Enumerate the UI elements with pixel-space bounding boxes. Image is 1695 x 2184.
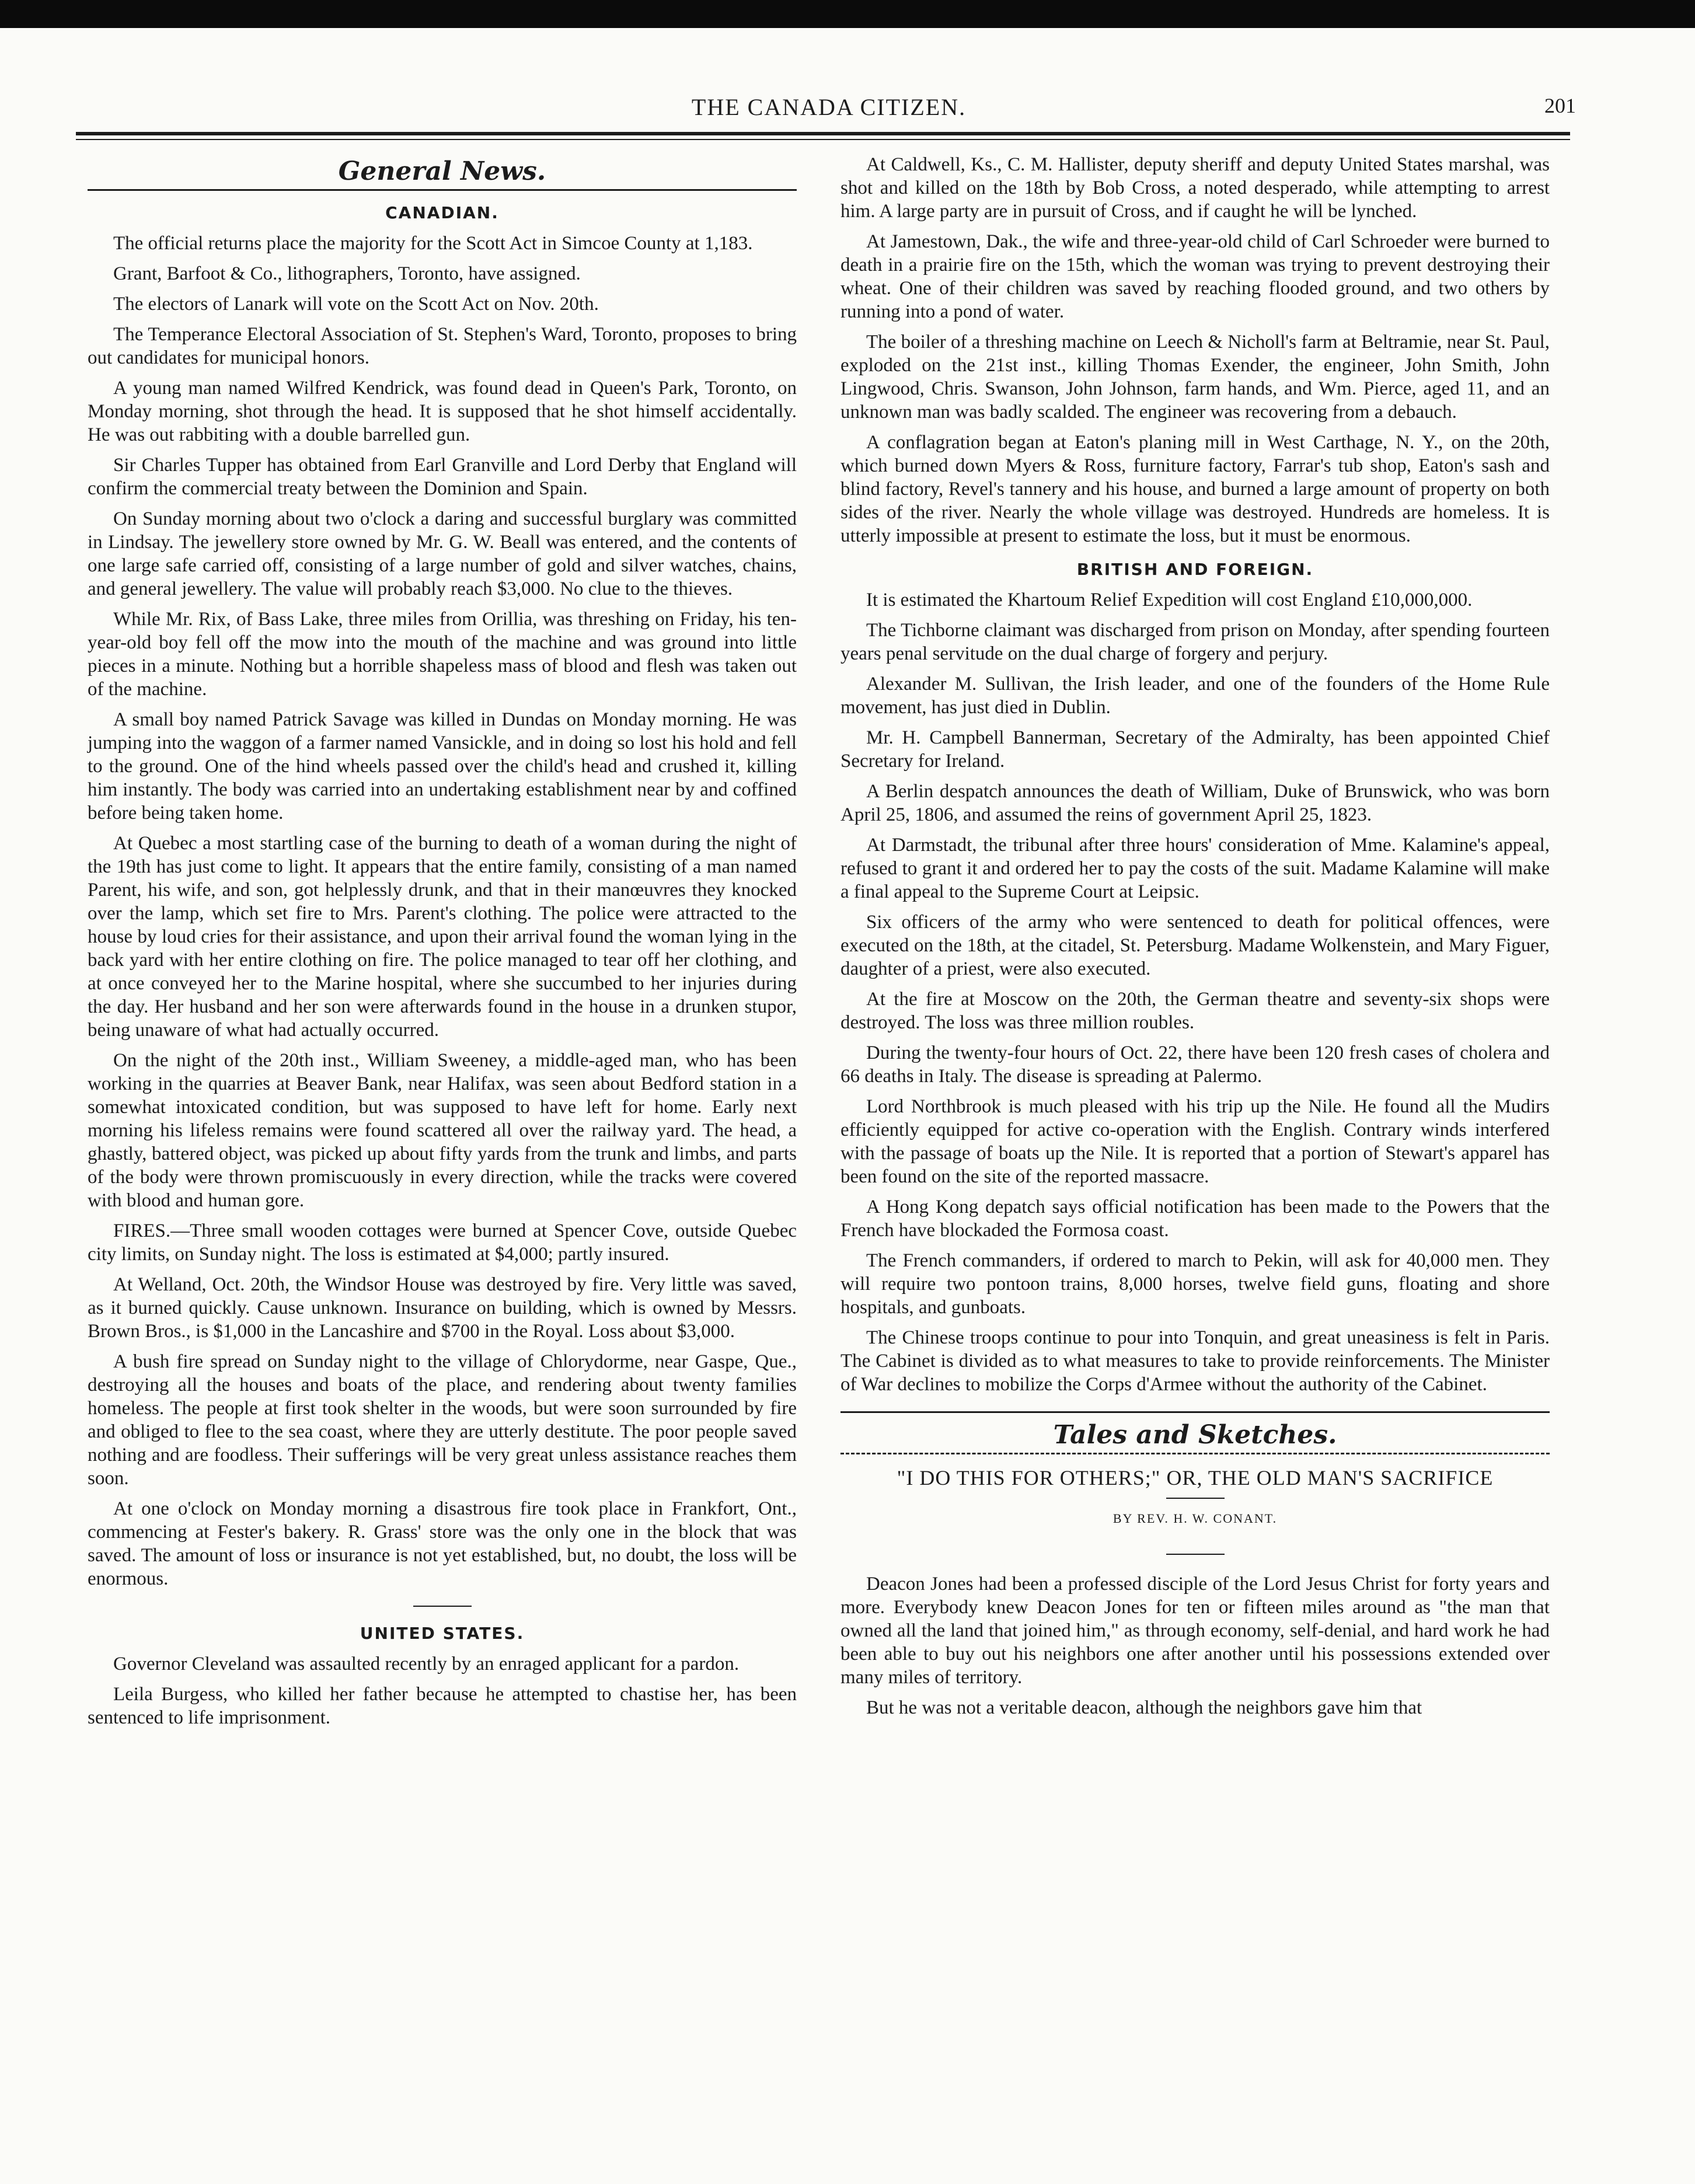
section-divider — [88, 189, 797, 191]
article-paragraph: A small boy named Patrick Savage was killed in Dundas on Monday morning. He was jumping into the waggon of a farmer named Vansickle, and in doing so lost his hold and fell to the ground. One of the hind wheels passed over the child's head and crushed it, killing him instantly. The body was carried into an undertaking establishment near by and coffined before being taken home. — [88, 709, 797, 824]
story-paragraph: Deacon Jones had been a professed disciple of the Lord Jesus Christ for forty years and more. Everybody knew Deacon Jones for ten or fifteen miles around as "the man that owned all the land that joined him," as through economy, self-denial, and hard work he had been able to buy out his neighbors one after another until his possessions extended over many miles of territory. — [840, 1574, 1550, 1688]
article-paragraph: Lord Northbrook is much pleased with his trip up the Nile. He found all the Mudirs efficiently equipped for active co-operation with the English. Contrary winds interfered with the passage of boats up the Nile. It is reported that a portion of Stewart's apparel has been found on the site of the reported massacre. — [840, 1096, 1550, 1187]
article-paragraph: The electors of Lanark will vote on the Scott Act on Nov. 20th. — [113, 294, 599, 315]
article-paragraph: The Chinese troops continue to pour into Tonquin, and great uneasiness is felt in Paris. The Cabinet is divided as to what measures to take to provide reinforcements. The Minister of War declines to mobilize the Corps d'Armee without the authority of the Cabinet. — [840, 1327, 1550, 1395]
article-paragraph: Alexander M. Sullivan, the Irish leader, and one of the founders of the Home Rule movement, has just died in Dublin. — [840, 674, 1550, 718]
header-rule-thick — [76, 132, 1570, 135]
section-divider — [840, 1411, 1550, 1413]
article-paragraph: Six officers of the army who were sentenced to death for political offences, were executed on the 18th, at the citadel, St. Petersburg. Madame Wolkenstein, and Mary Figuer, daughter of a priest, were also executed. — [840, 912, 1550, 979]
article-paragraph: A Berlin despatch announces the death of William, Duke of Brunswick, who was born April 25, 1806, and assumed the reins of government April 25, 1823. — [840, 781, 1550, 825]
short-divider — [1166, 1554, 1225, 1555]
article-paragraph: A Hong Kong depatch says official notification has been made to the Powers that the French have blockaded the Formosa coast. — [840, 1196, 1550, 1241]
top-black-band — [0, 0, 1695, 28]
dashed-divider — [840, 1453, 1550, 1454]
newspaper-title: THE CANADA CITIZEN. — [691, 94, 967, 120]
article-paragraph: At Caldwell, Ks., C. M. Hallister, deputy sheriff and deputy United States marshal, was shot and killed on the 18th by Bob Cross, a noted desperado, while attempting to arrest him. A large party are in pursuit of Cross, and if caught he will be lynched. — [840, 154, 1550, 222]
article-paragraph: Mr. H. Campbell Bannerman, Secretary of the Admiralty, has been appointed Chief Secretary for Ireland. — [840, 727, 1550, 772]
story-paragraph: But he was not a veritable deacon, although the neighbors gave him that — [866, 1697, 1422, 1718]
article-paragraph: FIRES.—Three small wooden cottages were burned at Spencer Cove, outside Quebec city limits, on Sunday night. The loss is estimated at $4,000; partly insured. — [88, 1220, 797, 1265]
united-states-heading: UNITED STATES. — [360, 1624, 525, 1643]
article-paragraph: Leila Burgess, who killed her father because he attempted to chastise her, has been sentenced to life imprisonment. — [88, 1684, 797, 1728]
article-paragraph: The Tichborne claimant was discharged from prison on Monday, after spending fourteen years penal servitude on the dual charge of forgery and perjury. — [840, 620, 1550, 664]
article-paragraph: At one o'clock on Monday morning a disastrous fire took place in Frankfort, Ont., commencing at Fester's bakery. R. Grass' store was the only one in the block that was saved. The amount of loss or insurance is not yet established, but, no doubt, the loss will be enormous. — [88, 1498, 797, 1589]
article-paragraph: Grant, Barfoot & Co., lithographers, Toronto, have assigned. — [113, 263, 581, 284]
article-paragraph: At Welland, Oct. 20th, the Windsor House was destroyed by fire. Very little was saved, as it burned quickly. Cause unknown. Insurance on building, which is owned by Messrs. Brown Bros., is $1,000 in the Lancashire and $700 in the Royal. Loss about $3,000. — [88, 1274, 797, 1342]
short-divider — [1166, 1498, 1225, 1499]
article-paragraph: While Mr. Rix, of Bass Lake, three miles from Orillia, was threshing on Friday, his ten-year-old boy fell off the mow into the mouth of the machine and was ground into little pieces in a minute. Nothing but a horrible shapeless mass of blood and flesh was taken out of the machine. — [88, 609, 797, 700]
article-paragraph: Governor Cleveland was assaulted recently by an enraged applicant for a pardon. — [113, 1653, 740, 1674]
british-foreign-heading: BRITISH AND FOREIGN. — [1076, 560, 1314, 579]
article-paragraph: A young man named Wilfred Kendrick, was found dead in Queen's Park, Toronto, on Monday morning, shot through the head. It is supposed that he shot himself accidentally. He was out rabbiting with a double barrelled gun. — [88, 378, 797, 445]
article-paragraph: The Temperance Electoral Association of St. Stephen's Ward, Toronto, proposes to bring out candidates for municipal honors. — [88, 324, 797, 368]
article-paragraph: At the fire at Moscow on the 20th, the German theatre and seventy-six shops were destroyed. The loss was three million roubles. — [840, 989, 1550, 1033]
article-paragraph: A conflagration began at Eaton's planing mill in West Carthage, N. Y., on the 20th, which burned down Myers & Ross, furniture factory, Farrar's tub shop, Eaton's sash and blind factory, Revel's tannery and his house, and burned a large amount of property on both sides of the river. Nearly the whole village was destroyed. Hundreds are homeless. It is utterly impossible at present to estimate the loss, but it must be enormous. — [840, 432, 1550, 546]
article-paragraph: The official returns place the majority for the Scott Act in Simcoe County at 1,183. — [113, 233, 753, 254]
article-paragraph: Sir Charles Tupper has obtained from Earl Granville and Lord Derby that England will confirm the commercial treaty between the Dominion and Spain. — [88, 455, 797, 499]
article-paragraph: The boiler of a threshing machine on Leech & Nicholl's farm at Beltramie, near St. Paul, exploded on the 21st inst., killing Thomas Exender, the engineer, John Smith, John Lingwood, Chris. Swanson, John Johnson, farm hands, and Wm. Pierce, aged 11, and an unknown man was badly scalded. The engineer was recovering from a debauch. — [840, 332, 1550, 423]
right-column — [840, 153, 1550, 1726]
article-paragraph: During the twenty-four hours of Oct. 22, there have been 120 fresh cases of cholera and 66 deaths in Italy. The disease is spreading at Palermo. — [840, 1042, 1550, 1087]
article-paragraph: The French commanders, if ordered to march to Pekin, will ask for 40,000 men. They will require two pontoon trains, 8,000 horses, twelve field guns, floating and shore hospitals, and gunboats. — [840, 1250, 1550, 1318]
article-paragraph: On the night of the 20th inst., William Sweeney, a middle-aged man, who has been working in the quarries at Beaver Bank, near Halifax, was seen about Bedford station in a somewhat intoxicated condition, but was supposed to have left for home. Early next morning his lifeless remains were found scattered all over the railway yard. The head, a ghastly, battered object, was picked up about fifty yards from the trunk and limbs, and parts of the body were thrown promiscuously in every direction, while the tracks were covered with blood and human gore. — [88, 1050, 797, 1211]
article-paragraph: At Jamestown, Dak., the wife and three-year-old child of Carl Schroeder were burned to death in a prairie fire on the 15th, which the woman was trying to prevent destroying their wheat. One of their children was saved by reaching flooded ground, and two others by running into a pond of water. — [840, 231, 1550, 322]
short-divider — [413, 1606, 472, 1607]
article-paragraph: On Sunday morning about two o'clock a daring and successful burglary was committed in Lindsay. The jewellery store owned by Mr. G. W. Beall was entered, and the contents of one large safe carried off, consisting of a large number of gold and silver watches, chains, and general jewellery. The value will probably reach $3,000. No clue to the thieves. — [88, 508, 797, 599]
article-paragraph: At Darmstadt, the tribunal after three hours' consideration of Mme. Kalamine's appeal, refused to grant it and ordered her to pay the costs of the suit. Madame Kalamine will make a final appeal to the Supreme Court at Leipsic. — [840, 835, 1550, 902]
article-paragraph: It is estimated the Khartoum Relief Expedition will cost England £10,000,000. — [866, 589, 1473, 610]
running-header — [82, 93, 1576, 128]
page-number: 201 — [1544, 94, 1576, 117]
canadian-heading: CANADIAN. — [385, 203, 499, 222]
story-byline: BY REV. H. W. CONANT. — [1112, 1511, 1278, 1526]
article-paragraph: At Quebec a most startling case of the burning to death of a woman during the night of the 19th has just come to light. It appears that the entire family, consisting of a man named Parent, his wife, and son, got helplessly drunk, and that in their manœuvres they knocked over the lamp, which set fire to Mrs. Parent's clothing. The police were attracted to the house by loud cries for their assistance, and upon their arrival found the woman lying in the back yard with her entire clothing on fire. The police managed to tear off her clothing, and at once conveyed her to the Marine hospital, where she succumbed to her injuries during the day. Her husband and her son were afterwards found in the house in a drunken stupor, being unaware of what had actually occurred. — [88, 833, 797, 1041]
tales-sketches-title: Tales and Sketches. — [1053, 1420, 1337, 1450]
header-rule-thin — [76, 139, 1570, 140]
left-column — [88, 153, 797, 1736]
general-news-title: General News. — [338, 156, 546, 186]
article-paragraph: A bush fire spread on Sunday night to the village of Chlorydorme, near Gaspe, Que., destroying all the houses and boats of the place, and rendering about twenty families homeless. The people at first took shelter in the woods, but were soon surrounded by fire and obliged to flee to the sea coast, where they are utterly destitute. The poor people saved nothing and are foodless. Their sufferings will be very great unless assistance reaches them soon. — [88, 1351, 797, 1489]
story-title: "I DO THIS FOR OTHERS;" OR, THE OLD MAN'S SACRIFICE — [897, 1466, 1494, 1489]
